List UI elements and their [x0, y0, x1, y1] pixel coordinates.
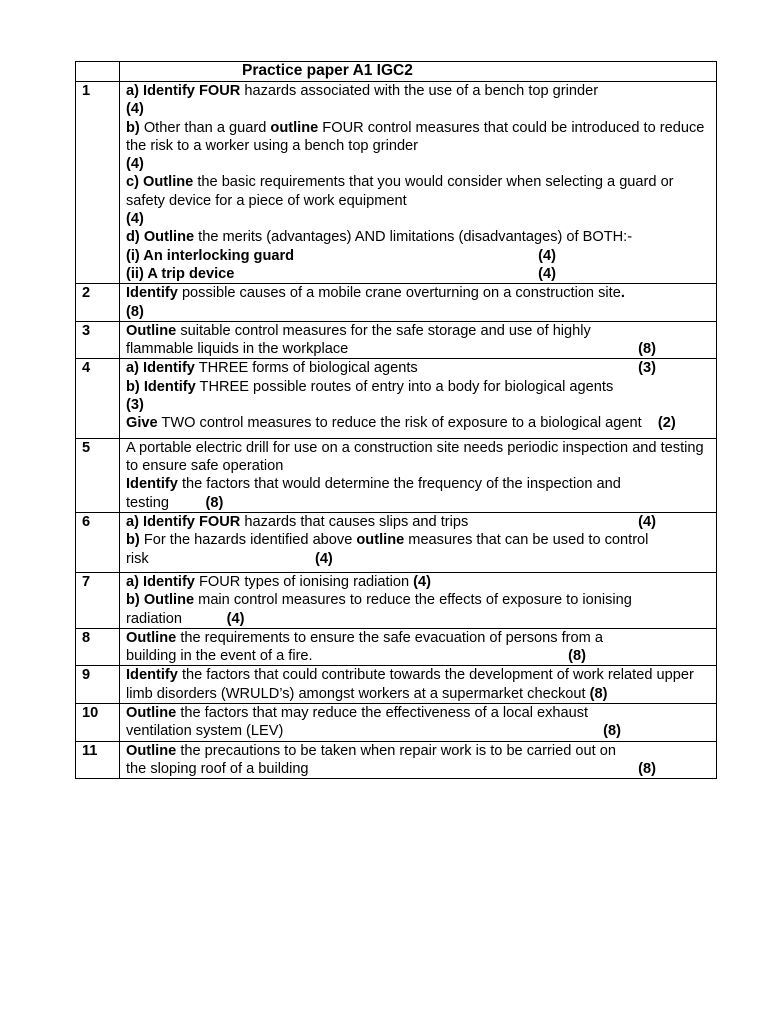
question-number: 8 [76, 628, 120, 666]
q6-part-b: b) For the hazards identified above outline measures that can be used to control risk (4) [126, 532, 649, 567]
q6-part-a: a) Identify FOUR hazards that causes slips and trips (4) [126, 514, 656, 531]
q1-c-marks: (4) [126, 211, 144, 228]
q11-line-1: Outline the precautions to be taken when repair work is to be carried out on [126, 742, 616, 759]
question-text [120, 704, 717, 742]
question-text [120, 513, 717, 573]
q10-line-2: ventilation system (LEV) (8) [126, 723, 621, 740]
q1-a-marks: (4) [126, 101, 144, 118]
question-number: 2 [76, 284, 120, 322]
question-text [120, 741, 717, 779]
question-number: 4 [76, 359, 120, 438]
question-row-6 [76, 513, 717, 573]
q2-text: Identify possible causes of a mobile crane overturning on a construction site. [126, 285, 625, 302]
q1-part-a: a) Identify FOUR hazards associated with the use of a bench top grinder [126, 83, 599, 99]
question-row-11 [76, 741, 717, 779]
question-table [75, 61, 717, 779]
q3-line-2: flammable liquids in the workplace (8) [126, 341, 656, 358]
q5-task: Identify the factors that would determine the frequency of the inspection and testing (8) [126, 476, 621, 511]
question-row-7 [76, 572, 717, 628]
q8-line-2: building in the event of a fire. (8) [126, 648, 586, 665]
q1-d-ii: (ii) A trip device (4) [126, 265, 556, 282]
q4-part-b: b) Identify THREE possible routes of entry into a body for biological agents [126, 378, 614, 395]
question-row-9 [76, 666, 717, 704]
question-text [120, 438, 717, 512]
q2-marks: (8) [126, 303, 144, 320]
question-row-3 [76, 321, 717, 359]
question-number: 7 [76, 572, 120, 628]
q8-line-1: Outline the requirements to ensure the safe evacuation of persons from a [126, 629, 603, 646]
q1-b-marks: (4) [126, 156, 144, 173]
question-row-10 [76, 704, 717, 742]
q1-part-b: b) Other than a guard outline FOUR control measures that could be introduced to reduce the risk to a worker using a bench top grinder [126, 119, 705, 154]
q9-text: Identify the factors that could contribute towards the development of work related upper limb disorders (WRULD’s) amongst workers at a supermarket checkout (8) [126, 667, 694, 702]
question-text [120, 82, 717, 284]
title-num-cell [76, 62, 120, 82]
question-text [120, 359, 717, 438]
title-row [76, 62, 717, 82]
q1-part-c: c) Outline the basic requirements that you would consider when selecting a guard or safety device for a piece of work equipment [126, 174, 674, 209]
question-number: 11 [76, 741, 120, 779]
question-row-5 [76, 438, 717, 512]
question-row-2 [76, 284, 717, 322]
q4-b-marks: (3) [126, 397, 144, 414]
q4-part-c: Give TWO control measures to reduce the risk of exposure to a biological agent (2) [126, 415, 676, 432]
question-row-8 [76, 628, 717, 666]
q10-line-1: Outline the factors that may reduce the effectiveness of a local exhaust [126, 705, 589, 721]
title-cell [120, 62, 717, 82]
question-number: 5 [76, 438, 120, 512]
q4-part-a: a) Identify THREE forms of biological agents (3) [126, 360, 656, 377]
question-row-4 [76, 359, 717, 438]
q5-intro: A portable electric drill for use on a construction site needs periodic inspection and testing to ensure safe operation [126, 439, 704, 475]
question-text [120, 572, 717, 628]
q7-part-a: a) Identify FOUR types of ionising radiation (4) [126, 573, 431, 590]
question-number: 3 [76, 321, 120, 359]
q3-line-1: Outline suitable control measures for the safe storage and use of highly [126, 322, 591, 339]
q1-d-i: (i) An interlocking guard (4) [126, 247, 556, 264]
q11-line-2: the sloping roof of a building (8) [126, 760, 656, 777]
question-number: 6 [76, 513, 120, 573]
q1-part-d: d) Outline the merits (advantages) AND limitations (disadvantages) of BOTH:- [126, 229, 633, 246]
q7-part-b: b) Outline main control measures to reduce the effects of exposure to ionising radiation (4) [126, 592, 632, 627]
question-text [120, 284, 717, 322]
question-number: 9 [76, 666, 120, 704]
paper-title: Practice paper A1 IGC2 [242, 62, 413, 79]
question-row-1 [76, 82, 717, 284]
question-number: 10 [76, 704, 120, 742]
question-text [120, 628, 717, 666]
question-number: 1 [76, 82, 120, 284]
question-text [120, 321, 717, 359]
question-text [120, 666, 717, 704]
